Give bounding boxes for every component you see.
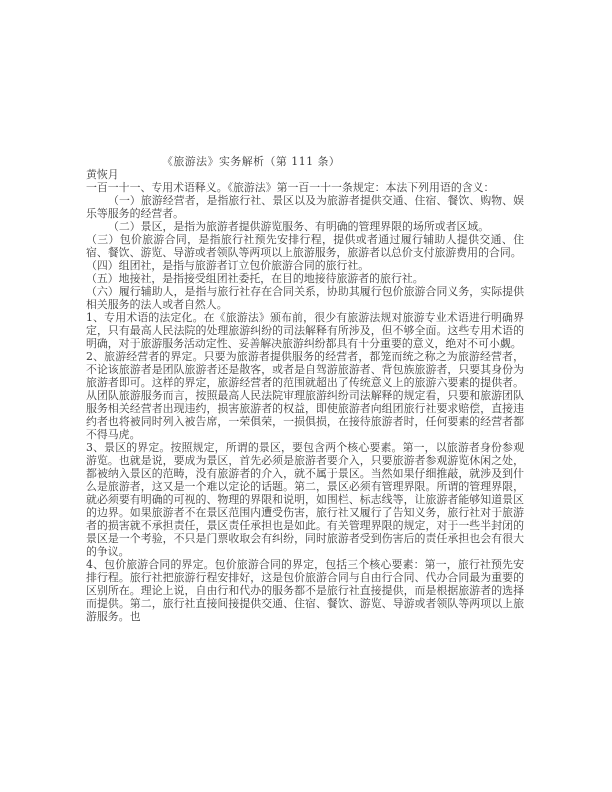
para-analysis-4-package-contract-definition: 4、包价旅游合同的界定。包价旅游合同的界定，包括三个核心要素：第一，旅行社预先安排行程。旅行社把旅游行程安排好，这是包价旅游合同与自由行合同、代办合同最为重要的区别所在。理论上说，自由行和代办的服务都不是旅行社直接提供，而是根据旅游者的选择而提供。第二，旅行社直接间接提供交通、住宿、餐饮、游览、导游或者领队等两项以上旅游服务。也 [86,558,524,623]
para-analysis-3-scenic-area-definition: 3、景区的界定。按照规定，所谓的景区，要包含两个核心要素。第一，以旅游者身份参观游览。也就是说，要成为景区，首先必须是旅游者要介入，只要旅游者参观游览休闲之处，都被纳入景区的范畴，没有旅游者的介入，就不属于景区。当然如果仔细推敲，就涉及到什么是旅游者，这又是一个难以定论的话题。第二，景区必须有管理界限。所谓的管理界限，就必须要有明确的可视的、物理的界限和说明，如围栏、标志线等，让旅游者能够知道景区的边界。如果旅游者不在景区范围内遭受伤害，旅行社又履行了告知义务，旅行社对于旅游者的损害就不承担责任，景区责任承担也是如此。有关管理界限的规定，对于一些半封闭的景区是一个考验，不只是门票收取会有纠纷，同时旅游者受到伤害后的责任承担也会有很大的争议。 [86,441,524,558]
para-analysis-1-legalization-of-terms: 1、专用术语的法定化。在《旅游法》颁布前，很少有旅游法规对旅游专业术语进行明确界定，只有最高人民法院的处理旅游纠纷的司法解释有所涉及，但不够全面。这些专用术语的明确，对于旅游服务活动定性、妥善解决旅游纠纷都具有十分重要的意义，绝对不可小觑。 [86,311,524,350]
para-def-1-tourism-operator: （一）旅游经营者，是指旅行社、景区以及为旅游者提供交通、住宿、餐饮、购物、娱乐等服务的经营者。 [86,194,524,220]
para-def-5-local-agency: （五）地接社，是指接受组团社委托，在目的地接待旅游者的旅行社。 [86,272,424,285]
para-def-3-package-tour-contract: （三）包价旅游合同，是指旅行社预先安排行程，提供或者通过履行辅助人提供交通、住宿、餐饮、游览、导游或者领队等两项以上旅游服务，旅游者以总价支付旅游费用的合同。 [86,233,524,259]
document-title: 《旅游法》实务解析（第 111 条） [162,155,341,168]
para-def-4-tour-organizer: （四）组团社，是指与旅游者订立包价旅游合同的旅行社。 [86,259,370,272]
para-def-6-performance-assistant: （六）履行辅助人，是指与旅行社存在合同关系，协助其履行包价旅游合同义务，实际提供相关服务的法人或者自然人。 [86,285,524,311]
para-analysis-2-tourism-operator-definition: 2、旅游经营者的界定。只要为旅游者提供服务的经营者，都笼而统之称之为旅游经营者，不论该旅游者是团队旅游者还是散客，或者是自驾游旅游者、背包族旅游者，只要其身份为旅游者即可。这样的界定，旅游经营者的范围就超出了传统意义上的旅游六要素的提供者。从团队旅游服务而言，按照最高人民法院审理旅游纠纷司法解释的规定看，只要和旅游团队服务相关经营者出现违约，损害旅游者的权益，即使旅游者向组团旅行社要求赔偿，直接违约者也将被同时列入被告席，一荣俱荣，一损俱损，在接待旅游者时，任何要素的经营者都不得马虎。 [86,350,524,441]
author-name: 黄恢月 [86,168,119,181]
para-def-2-scenic-area: （二）景区，是指为旅游者提供游览服务、有明确的管理界限的场所或者区域。 [108,220,490,233]
para-definitions-intro: 一百一十一、专用术语释义。《旅游法》第一百一十一条规定：本法下列用语的含义： [86,181,495,194]
document-body [86,155,524,623]
